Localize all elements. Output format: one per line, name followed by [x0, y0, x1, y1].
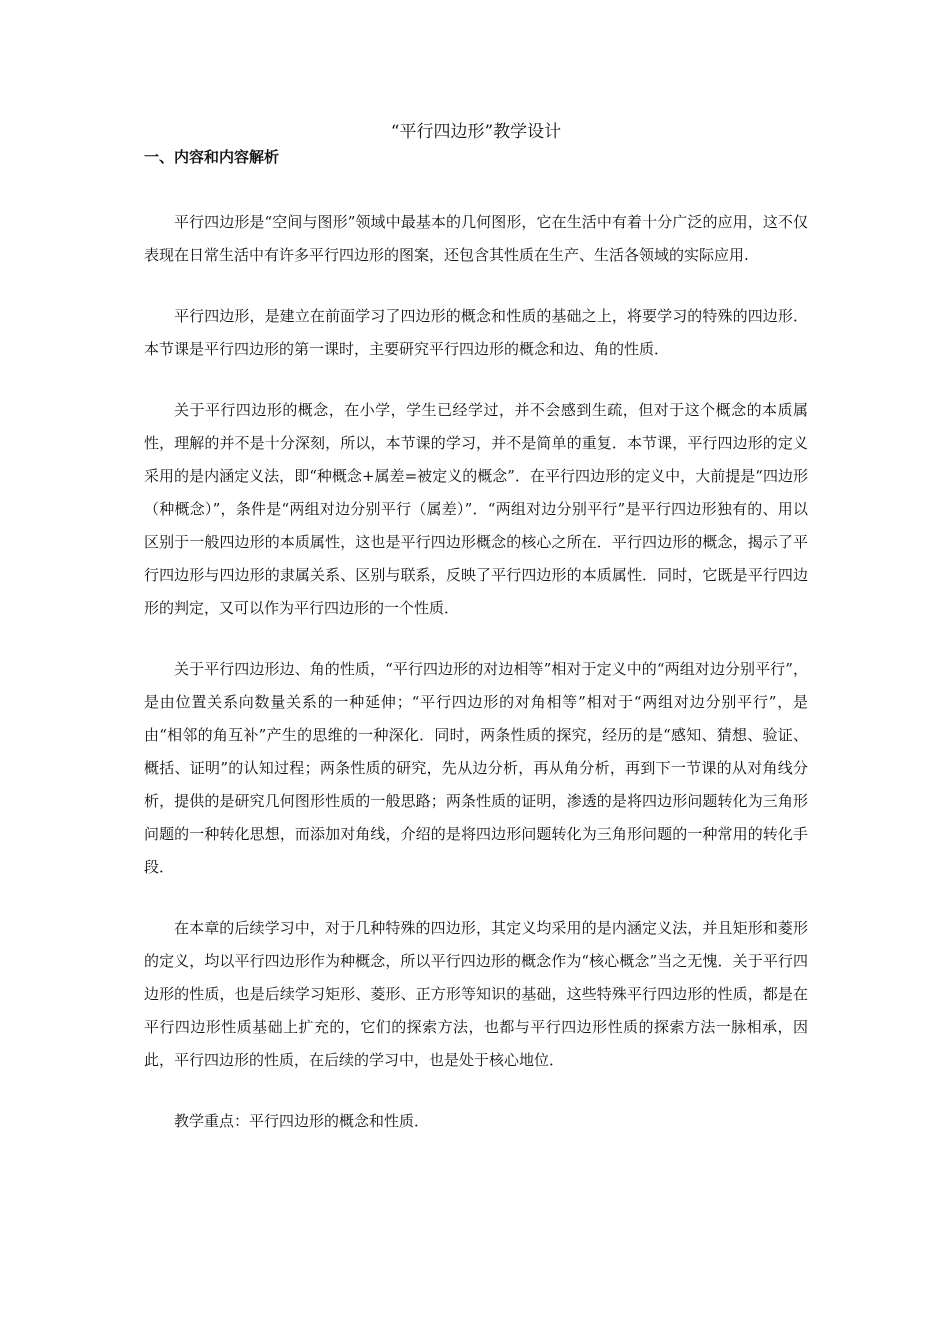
section-heading: 一、内容和内容解析: [144, 148, 280, 166]
document-content: [144, 120, 808, 1138]
paragraph-5: 在本章的后续学习中，对于几种特殊的四边形，其定义均采用的是内涵定义法，并且矩形和菱形的定义，均以平行四边形作为种概念，所以平行四边形的概念作为“核心概念”当之无愧．关于平行四边形的性质，也是后续学习矩形、菱形、正方形等知识的基础，这些特殊平行四边形的性质，都是在平行四边形性质基础上扩充的，它们的探索方法，也都与平行四边形性质的探索方法一脉相承，因此，平行四边形的性质，在后续的学习中，也是处于核心地位．: [144, 919, 808, 1069]
document-title: “平行四边形”教学设计: [390, 122, 562, 142]
paragraph-key-point: 教学重点：平行四边形的概念和性质．: [174, 1112, 430, 1130]
paragraph-2: 平行四边形，是建立在前面学习了四边形的概念和性质的基础之上，将要学习的特殊的四边形．本节课是平行四边形的第一课时，主要研究平行四边形的概念和边、角的性质．: [144, 307, 808, 358]
paragraph-4: 关于平行四边形边、角的性质，“平行四边形的对边相等”相对于定义中的“两组对边分别平行”，是由位置关系向数量关系的一种延伸；“平行四边形的对角相等”相对于“两组对边分别平行”，是由“相邻的角互补”产生的思维的一种深化．同时，两条性质的探究，经历的是“感知、猜想、验证、概括、证明”的认知过程；两条性质的研究，先从边分析，再从角分析，再到下一节课的从对角线分析，提供的是研究几何图形性质的一般思路；两条性质的证明，渗透的是将四边形问题转化为三角形问题的一种转化思想，而添加对角线，介绍的是将四边形问题转化为三角形问题的一种常用的转化手段．: [144, 660, 808, 876]
paragraph-1: 平行四边形是“空间与图形”领域中最基本的几何图形，它在生活中有着十分广泛的应用，这不仅表现在日常生活中有许多平行四边形的图案，还包含其性质在生产、生活各领域的实际应用.: [144, 213, 808, 264]
paragraph-3: 关于平行四边形的概念，在小学，学生已经学过，并不会感到生疏，但对于这个概念的本质属性，理解的并不是十分深刻，所以，本节课的学习，并不是简单的重复．本节课，平行四边形的定义采用的是内涵定义法，即“种概念+属差=被定义的概念”．在平行四边形的定义中，大前提是“四边形（种概念）”，条件是“两组对边分别平行（属差）”．“两组对边分别平行”是平行四边形独有的、用以区别于一般四边形的本质属性，这也是平行四边形概念的核心之所在．平行四边形的概念，揭示了平行四边形与四边形的隶属关系、区别与联系，反映了平行四边形的本质属性．同时，它既是平行四边形的判定，又可以作为平行四边形的一个性质．: [144, 401, 808, 617]
